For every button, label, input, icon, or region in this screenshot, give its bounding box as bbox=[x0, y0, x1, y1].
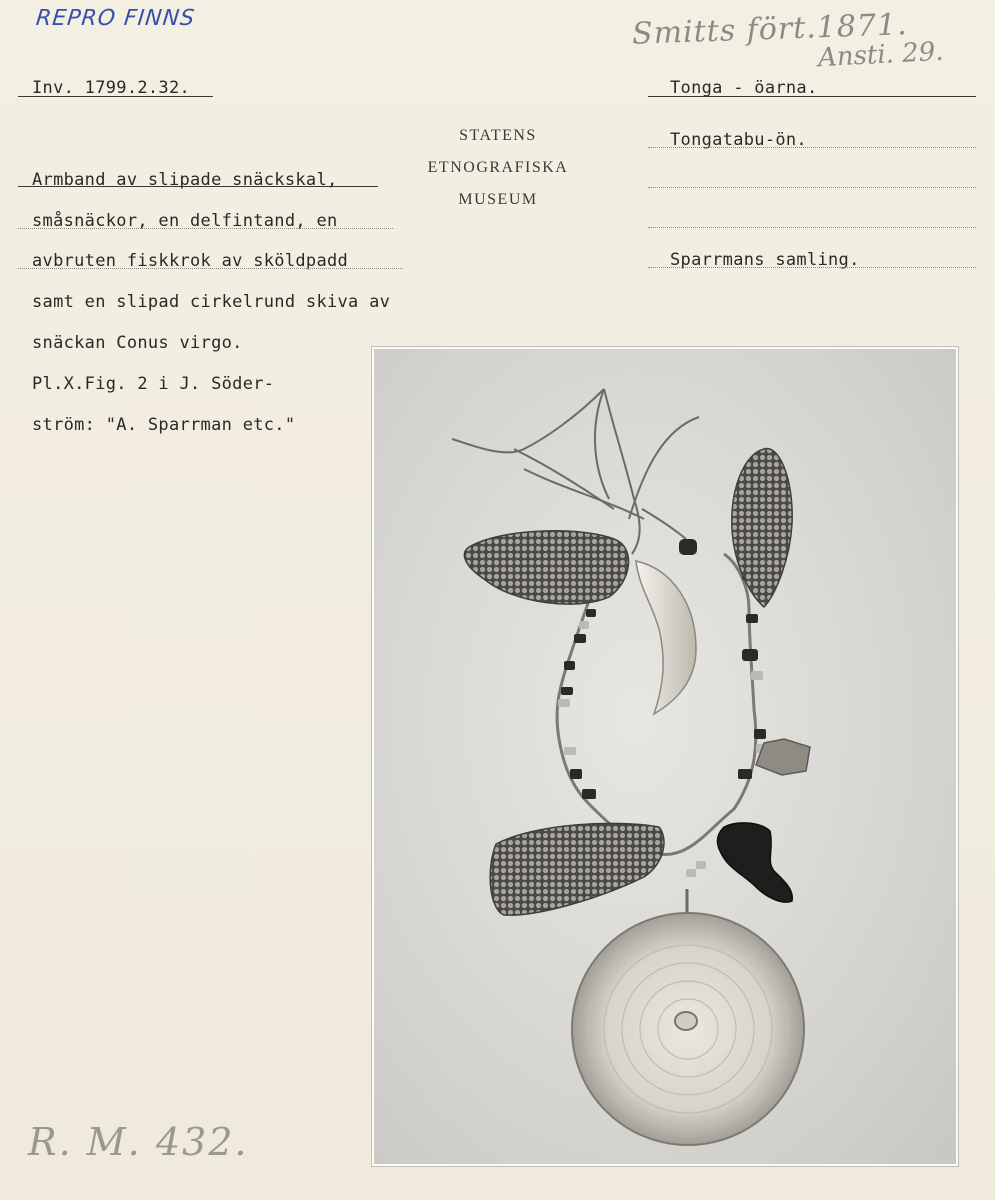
turtle-shell-hook bbox=[717, 823, 792, 902]
handwritten-note-top-right-2: Ansti. 29. bbox=[817, 36, 945, 74]
description-rule-2 bbox=[18, 228, 393, 229]
collection-name: Sparrmans samling. bbox=[670, 250, 860, 270]
location-rule-5 bbox=[648, 267, 976, 268]
description-line-1: Armband av slipade snäckskal, bbox=[32, 170, 338, 190]
description-line-3: avbruten fiskkrok av sköldpadd bbox=[32, 251, 349, 271]
description-line-7: ström: "A. Sparrman etc." bbox=[32, 415, 296, 435]
description-line-4: samt en slipad cirkelrund skiva av bbox=[32, 292, 391, 312]
inventory-number: Inv. 1799.2.32. bbox=[32, 78, 191, 98]
dolphin-tooth bbox=[636, 561, 696, 714]
museum-line-1: STATENS bbox=[459, 127, 537, 144]
shell-pendant-2 bbox=[732, 449, 792, 607]
description-rule-3 bbox=[18, 268, 403, 269]
location-line-2: Tongatabu-ön. bbox=[670, 130, 807, 150]
location-rule-3 bbox=[648, 187, 976, 188]
handwritten-note-repro: REPRO FINNS bbox=[34, 6, 197, 31]
museum-line-2: ETNOGRAFISKA bbox=[427, 159, 569, 176]
shell-pendant-1 bbox=[464, 531, 628, 604]
handwritten-note-top-right-1: Smitts fört.1871. bbox=[631, 7, 909, 52]
description-line-6: Pl.X.Fig. 2 i J. Söder- bbox=[32, 374, 275, 394]
museum-line-3: MUSEUM bbox=[458, 191, 538, 208]
museum-stamp bbox=[398, 120, 598, 216]
bracelet-illustration bbox=[374, 349, 956, 1164]
location-rule-4 bbox=[648, 227, 976, 228]
location-rule-1 bbox=[648, 96, 976, 97]
artifact-photo bbox=[372, 347, 958, 1166]
description-line-2: småsnäckor, en delfintand, en bbox=[32, 211, 338, 231]
shell-fragment bbox=[756, 739, 810, 775]
inventory-underline bbox=[18, 96, 213, 97]
handwritten-note-bottom-left: R. M. 432. bbox=[28, 1120, 249, 1164]
location-line-1: Tonga - öarna. bbox=[670, 78, 818, 98]
shell-pendant-3 bbox=[490, 823, 664, 915]
description-line-5: snäckan Conus virgo. bbox=[32, 333, 243, 353]
location-rule-2 bbox=[648, 147, 976, 148]
